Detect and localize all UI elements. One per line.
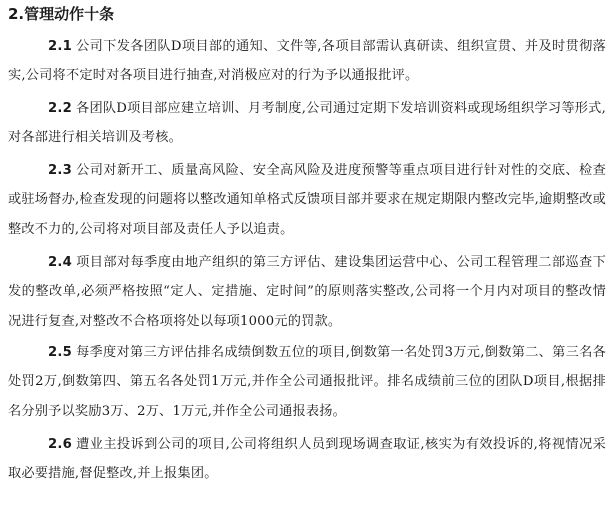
clause-text: 公司下发各团队D项目部的通知、文件等,各项目部需认真研读、组织宣贯、并及时贯彻落实,公司将不定时对各项目进行抽查,对消极应对的行为予以通报批评。	[8, 39, 606, 84]
clause-number: 2.2	[48, 101, 72, 116]
clause-text: 每季度对第三方评估排名成绩倒数五位的项目,倒数第一名处罚3万元,倒数第二、第三名各处罚2万,倒数第四、第五名各处罚1万元,并作全公司通报批评。排名成绩前三位的团队D项目,根据排名分别予以奖励3万、2万、1万元,并作全公司通报表扬。	[8, 345, 606, 419]
clause-2-4	[8, 248, 606, 336]
clause-2-2	[8, 94, 606, 153]
clause-number: 2.6	[48, 437, 72, 452]
section-title: 2.管理动作十条	[8, 5, 115, 23]
clause-2-5	[8, 338, 606, 426]
clause-text: 项目部对每季度由地产组织的第三方评估、建设集团运营中心、公司工程管理二部巡查下发的整改单,必须严格按照“定人、定措施、定时间”的原则落实整改,公司将一个月内对项目的整改情况进行复查,对整改不合格项将处以每项1000元的罚款。	[8, 255, 606, 329]
clause-2-6	[8, 430, 606, 489]
clause-number: 2.5	[48, 345, 72, 360]
clause-2-1	[8, 32, 606, 91]
clause-number: 2.4	[48, 255, 72, 270]
clause-text: 公司对新开工、质量高风险、安全高风险及进度预警等重点项目进行针对性的交底、检查或驻场督办,检查发现的问题将以整改通知单格式反馈项目部并要求在规定期限内整改完毕,逾期整改或整改不力的,公司将对项目部及责任人予以追责。	[8, 163, 606, 237]
clause-2-3	[8, 156, 606, 244]
clause-text: 各团队D项目部应建立培训、月考制度,公司通过定期下发培训资料或现场组织学习等形式,对各部进行相关培训及考核。	[8, 101, 606, 146]
clause-text: 遭业主投诉到公司的项目,公司将组织人员到现场调查取证,核实为有效投诉的,将视情况采取必要措施,督促整改,并上报集团。	[8, 437, 606, 482]
clause-number: 2.3	[48, 163, 72, 178]
clause-number: 2.1	[48, 39, 72, 54]
